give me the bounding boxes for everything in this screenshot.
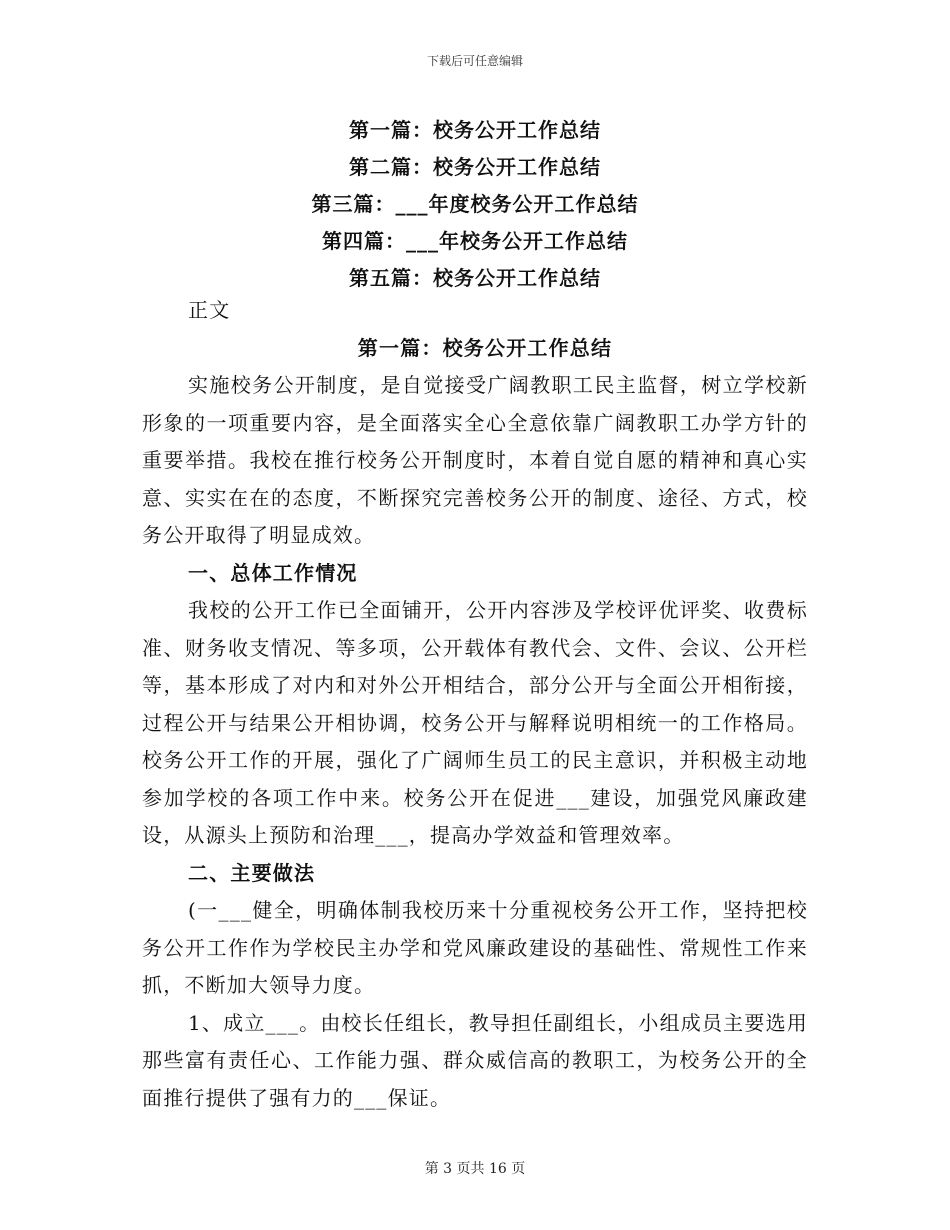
heading-main-practices: 二、主要做法 [188, 860, 316, 885]
intro-paragraph: 实施校务公开制度，是自觉接受广阔教职工民主监督，树立学校新形象的一项重要内容，是全面落实全心全意依靠广阔教职工办学方针的重要举措。我校在推行校务公开制度时，本着自觉自愿的精神和真心实意、实实在在的态度，不断探究完善校务公开的制度、途径、方式，校务公开取得了明显成效。 [142, 373, 808, 547]
toc-item-3: 第三篇：___年度校务公开工作总结 [311, 192, 639, 216]
toc-item-1: 第一篇：校务公开工作总结 [349, 118, 601, 142]
toc-item-2: 第二篇：校务公开工作总结 [349, 155, 601, 179]
section-title: 第一篇：校务公开工作总结 [357, 335, 613, 360]
heading-overall-work: 一、总体工作情况 [188, 560, 358, 585]
toc-item-5: 第五篇：校务公开工作总结 [349, 266, 601, 290]
toc-item-4: 第四篇：___年校务公开工作总结 [322, 229, 628, 253]
page-number-footer: 第 3 页共 16 页 [424, 1161, 526, 1177]
header-note: 下载后可任意编辑 [426, 54, 523, 68]
paragraph-overall-work: 我校的公开工作已全面铺开，公开内容涉及学校评优评奖、收费标准、财务收支情况、等多项，公开载体有教代会、文件、会议、公开栏等，基本形成了对内和对外公开相结合，部分公开与全面公开相衔接，过程公开与结果公开相协调，校务公开与解释说明相统一的工作格局。校务公开工作的开展，强化了广阔师生员工的民主意识，并积极主动地参加学校的各项工作中来。校务公开在促进___建设，加强党风廉政建设，从源头上预防和治理___，提高办学效益和管理效率。 [142, 598, 808, 847]
document-body [142, 292, 808, 1117]
paragraph-practice-1: (一___健全，明确体制我校历来十分重视校务公开工作，坚持把校务公开工作作为学校民主办学和党风廉政建设的基础性、常规性工作来抓，不断加大领导力度。 [142, 898, 808, 997]
table-of-contents [0, 112, 950, 297]
body-label: 正文 [188, 298, 231, 322]
paragraph-practice-2: 1、成立___。由校长任组长，教导担任副组长，小组成员主要选用那些富有责任心、工作能力强、群众威信高的教职工，为校务公开的全面推行提供了强有力的___保证。 [142, 1010, 808, 1110]
